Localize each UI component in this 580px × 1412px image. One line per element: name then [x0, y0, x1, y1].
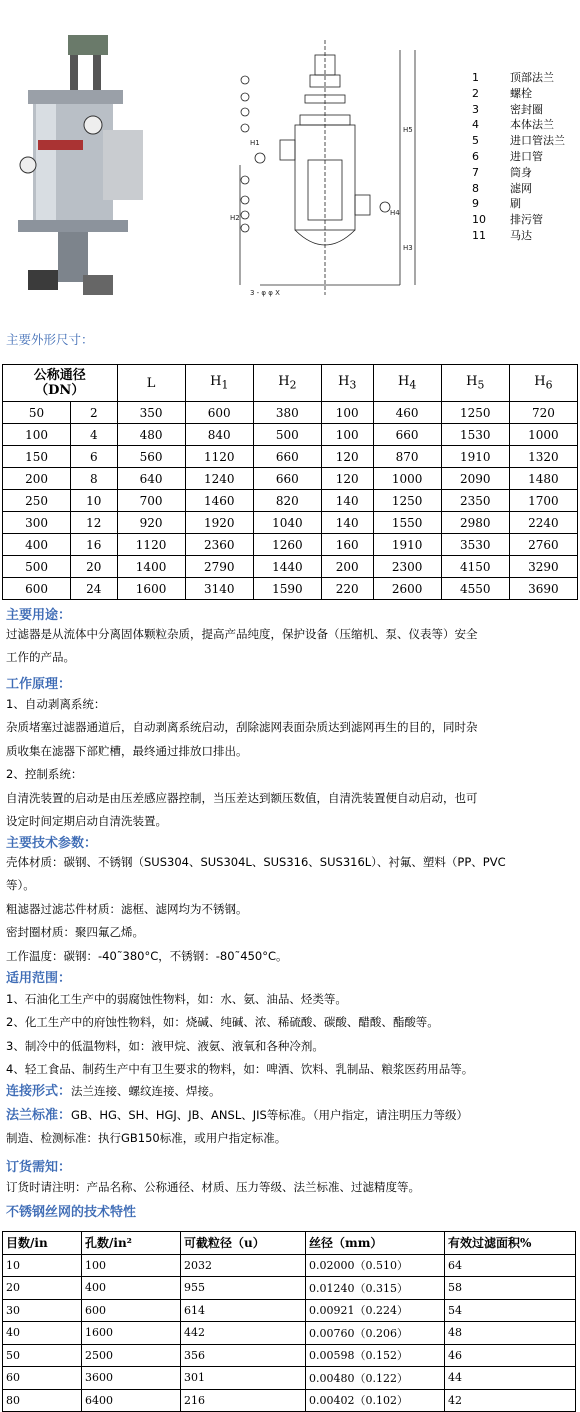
table-cell: 640 [117, 468, 185, 490]
principle-title: 工作原理： [6, 677, 72, 692]
table-cell: 1550 [373, 512, 441, 534]
table-cell: 0.00760（0.206） [306, 1322, 445, 1345]
table-cell: 380 [253, 402, 321, 424]
table-cell: 6400 [82, 1389, 181, 1412]
table-cell: 2300 [373, 556, 441, 578]
table-cell: 2980 [441, 512, 509, 534]
table-cell: 0.00598（0.152） [306, 1344, 445, 1367]
table-row [3, 534, 578, 556]
h5-header: $H_5$ [441, 365, 509, 402]
table-cell: 46 [445, 1344, 576, 1367]
technical-drawing [220, 40, 430, 302]
table-cell: 0.00402（0.102） [306, 1389, 445, 1412]
table-cell: 460 [373, 402, 441, 424]
table-cell: 1120 [117, 534, 185, 556]
order-text: 订货时请注明：产品名称、公称通径、材质、压力等级、法兰标准、过滤精度等。 [6, 1180, 420, 1194]
table-cell: 10 [3, 1254, 82, 1277]
table-row [3, 1322, 576, 1345]
table-cell: 40 [3, 1322, 82, 1345]
table-cell: 6 [71, 446, 117, 468]
table-row [3, 1299, 576, 1322]
table-cell: 1590 [253, 578, 321, 600]
table-cell: 870 [373, 446, 441, 468]
table-cell: 350 [117, 402, 185, 424]
table-cell: 1120 [185, 446, 253, 468]
area-header: 有效过滤面积% [445, 1232, 576, 1255]
table-cell: 614 [181, 1299, 306, 1322]
legend-item: 10 排污管 [472, 213, 543, 227]
mesh-table [2, 1231, 576, 1412]
table-cell: 480 [117, 424, 185, 446]
table-cell: 30 [3, 1299, 82, 1322]
table-cell: 140 [321, 512, 373, 534]
table-cell: 100 [3, 424, 71, 446]
h2-header: $H_2$ [253, 365, 321, 402]
table-cell: 1700 [509, 490, 577, 512]
table-cell: 1260 [253, 534, 321, 556]
table-cell: 820 [253, 490, 321, 512]
principle-text: 1、自动剥离系统： 杂质堵塞过滤器通道后，自动剥离系统启动，刮除滤网表面杂质达到滤网再生的目的，同时杂 质收集在滤器下部贮槽，最终通过排放口排出。 2、控制系统： 自清洗装置的启动是由压差感应器控制，当压差达到额压数值，自清洗装置便自动启动，也可 设定时间定期启动自清洗装置。 [6, 697, 478, 829]
table-cell: 0.00921（0.224） [306, 1299, 445, 1322]
table-cell: 400 [3, 534, 71, 556]
tech-title: 主要技术参数： [6, 836, 98, 851]
order-title: 订货需知： [6, 1160, 72, 1175]
table-cell: 80 [3, 1389, 82, 1412]
table-cell: 660 [373, 424, 441, 446]
table-cell: 4550 [441, 578, 509, 600]
table-cell: 1250 [373, 490, 441, 512]
table-cell: 500 [3, 556, 71, 578]
table-cell: 1240 [185, 468, 253, 490]
table-cell: 60 [3, 1367, 82, 1390]
table-cell: 2600 [373, 578, 441, 600]
table-cell: 100 [82, 1254, 181, 1277]
table-row [3, 490, 578, 512]
table-row [3, 1367, 576, 1390]
table-cell: 12 [71, 512, 117, 534]
table-cell: 2760 [509, 534, 577, 556]
legend-item: 7 筒身 [472, 165, 532, 179]
drawing-label-h4: H4 [390, 209, 400, 217]
h3-header: $H_3$ [321, 365, 373, 402]
table-cell: 3140 [185, 578, 253, 600]
table-cell: 2032 [181, 1254, 306, 1277]
table-cell: 720 [509, 402, 577, 424]
table-cell: 3530 [441, 534, 509, 556]
parts-legend [472, 70, 565, 244]
table-cell: 44 [445, 1367, 576, 1390]
table-cell: 140 [321, 490, 373, 512]
table-cell: 1040 [253, 512, 321, 534]
table-cell: 120 [321, 446, 373, 468]
table-cell: 2 [71, 402, 117, 424]
table-row [3, 1389, 576, 1412]
legend-item: 6 进口管 [472, 149, 543, 163]
table-header-row [3, 1232, 576, 1255]
table-cell: 442 [181, 1322, 306, 1345]
table-cell: 660 [253, 468, 321, 490]
table-cell: 300 [3, 512, 71, 534]
drawing-label-h1: H1 [250, 139, 260, 147]
tech-text: 壳体材质：碳钢、不锈钢（SUS304、SUS304L、SUS316、SUS316L）、衬氟、塑料（PP、PVC 等）。 粗滤器过滤芯件材质：滤框、滤网均为不锈钢。 密封圈材质：聚四氟乙烯。 工作温度：碳钢：-40˜380°C，不锈钢：-80˜450°C。 [6, 855, 506, 963]
table-row [3, 1277, 576, 1300]
table-cell: 500 [253, 424, 321, 446]
table-cell: 50 [3, 1344, 82, 1367]
table-cell: 660 [253, 446, 321, 468]
h4-header: $H_4$ [373, 365, 441, 402]
table-cell: 400 [82, 1277, 181, 1300]
table-cell: 1000 [373, 468, 441, 490]
table-cell: 20 [71, 556, 117, 578]
table-cell: 2350 [441, 490, 509, 512]
table-cell: 1910 [373, 534, 441, 556]
table-cell: 200 [3, 468, 71, 490]
table-cell: 0.00480（0.122） [306, 1367, 445, 1390]
table-cell: 120 [321, 468, 373, 490]
table-cell: 301 [181, 1367, 306, 1390]
legend-item: 1 顶部法兰 [472, 71, 554, 84]
dimensions-table [2, 364, 578, 600]
table-cell: 840 [185, 424, 253, 446]
table-row [3, 402, 578, 424]
table-cell: 160 [321, 534, 373, 556]
table-cell: 600 [3, 578, 71, 600]
legend-item: 9 刷 [472, 197, 521, 211]
table-cell: 1480 [509, 468, 577, 490]
table-cell: 1250 [441, 402, 509, 424]
table-row [3, 578, 578, 600]
table-cell: 64 [445, 1254, 576, 1277]
table-cell: 3690 [509, 578, 577, 600]
h1-header: $H_1$ [185, 365, 253, 402]
table-cell: 0.02000（0.510） [306, 1254, 445, 1277]
table-cell: 955 [181, 1277, 306, 1300]
table-cell: 54 [445, 1299, 576, 1322]
h6-header: $H_6$ [509, 365, 577, 402]
drawing-label-bottom: 3 - φ φ X [250, 289, 280, 297]
connection-line: 连接形式：法兰连接、螺纹连接、焊接。 [6, 1084, 221, 1099]
table-cell: 600 [82, 1299, 181, 1322]
table-cell: 1400 [117, 556, 185, 578]
table-cell: 700 [117, 490, 185, 512]
table-cell: 1920 [185, 512, 253, 534]
table-cell: 2090 [441, 468, 509, 490]
legend-item: 5 进口管法兰 [472, 134, 565, 148]
table-row [3, 1254, 576, 1277]
l-header: L [117, 365, 185, 402]
table-cell: 200 [321, 556, 373, 578]
flange-line: 法兰标准：GB、HG、SH、HGJ、JB、ANSL、JIS等标准。（用户指定，请注明压力等级） [6, 1108, 469, 1123]
usage-title: 主要用途： [6, 608, 72, 623]
table-cell: 24 [71, 578, 117, 600]
legend-item: 11 马达 [472, 228, 532, 242]
holes-header: 孔数/in² [82, 1232, 181, 1255]
table-row [3, 1344, 576, 1367]
legend-item: 8 滤网 [472, 181, 532, 195]
table-cell: 356 [181, 1344, 306, 1367]
table-cell: 560 [117, 446, 185, 468]
table-cell: 4 [71, 424, 117, 446]
legend-item: 3 密封圈 [472, 102, 543, 116]
table-cell: 1530 [441, 424, 509, 446]
table-cell: 8 [71, 468, 117, 490]
manufacturing-standard: 制造、检测标准：执行GB150标准，或用户指定标准。 [6, 1131, 287, 1145]
table-cell: 2500 [82, 1344, 181, 1367]
table-cell: 600 [185, 402, 253, 424]
table-cell: 216 [181, 1389, 306, 1412]
wire-header: 丝径（mm） [306, 1232, 445, 1255]
legend-item: 4 本体法兰 [472, 118, 554, 132]
table-header-row [3, 365, 578, 402]
table-row [3, 512, 578, 534]
table-row [3, 446, 578, 468]
mesh-title: 不锈钢丝网的技术特性 [6, 1205, 137, 1220]
table-cell: 3290 [509, 556, 577, 578]
legend-item: 2 螺栓 [472, 86, 532, 100]
scope-text: 1、石油化工生产中的弱腐蚀性物料，如：水、氨、油品、烃类等。 2、化工生产中的府蚀性物料，如：烧碱、纯碱、浓、稀硫酸、碳酸、醋酸、酯酸等。 3、制冷中的低温物料，如：液甲烷、液氨、液氧和各种冷剂。 4、轻工食品、制药生产中有卫生要求的物料，如：啤酒、饮料、乳制品、粮浆医药用品等。 [6, 992, 474, 1077]
table-cell: 3600 [82, 1367, 181, 1390]
table-cell: 2240 [509, 512, 577, 534]
table-cell: 100 [321, 424, 373, 446]
table-cell: 1440 [253, 556, 321, 578]
usage-text: 过滤器是从流体中分离固体颗粒杂质，提高产品纯度，保护设备（压缩机、泵、仪表等）安全 工作的产品。 [6, 627, 478, 665]
table-cell: 4150 [441, 556, 509, 578]
particle-header: 可截粒径（u） [181, 1232, 306, 1255]
table-cell: 150 [3, 446, 71, 468]
table-cell: 220 [321, 578, 373, 600]
dn-header: 公称通径 （DN） [3, 365, 118, 402]
table-cell: 250 [3, 490, 71, 512]
drawing-label-h3: H3 [403, 244, 413, 252]
table-cell: 2360 [185, 534, 253, 556]
table-cell: 1460 [185, 490, 253, 512]
table-cell: 1910 [441, 446, 509, 468]
product-photo [8, 30, 143, 305]
dimensions-title: 主要外形尺寸： [6, 332, 94, 347]
table-cell: 1320 [509, 446, 577, 468]
table-cell: 1600 [117, 578, 185, 600]
table-cell: 0.01240（0.315） [306, 1277, 445, 1300]
table-row [3, 556, 578, 578]
table-cell: 48 [445, 1322, 576, 1345]
table-cell: 100 [321, 402, 373, 424]
table-cell: 50 [3, 402, 71, 424]
table-cell: 1000 [509, 424, 577, 446]
drawing-label-h2: H2 [230, 214, 240, 222]
table-cell: 20 [3, 1277, 82, 1300]
table-cell: 16 [71, 534, 117, 556]
drawing-label-h5: H5 [403, 126, 413, 134]
table-cell: 2790 [185, 556, 253, 578]
table-cell: 58 [445, 1277, 576, 1300]
table-row [3, 424, 578, 446]
mesh-header: 目数/in [3, 1232, 82, 1255]
table-cell: 10 [71, 490, 117, 512]
table-cell: 920 [117, 512, 185, 534]
scope-title: 适用范围： [6, 971, 72, 986]
table-cell: 1600 [82, 1322, 181, 1345]
table-row [3, 468, 578, 490]
table-cell: 42 [445, 1389, 576, 1412]
